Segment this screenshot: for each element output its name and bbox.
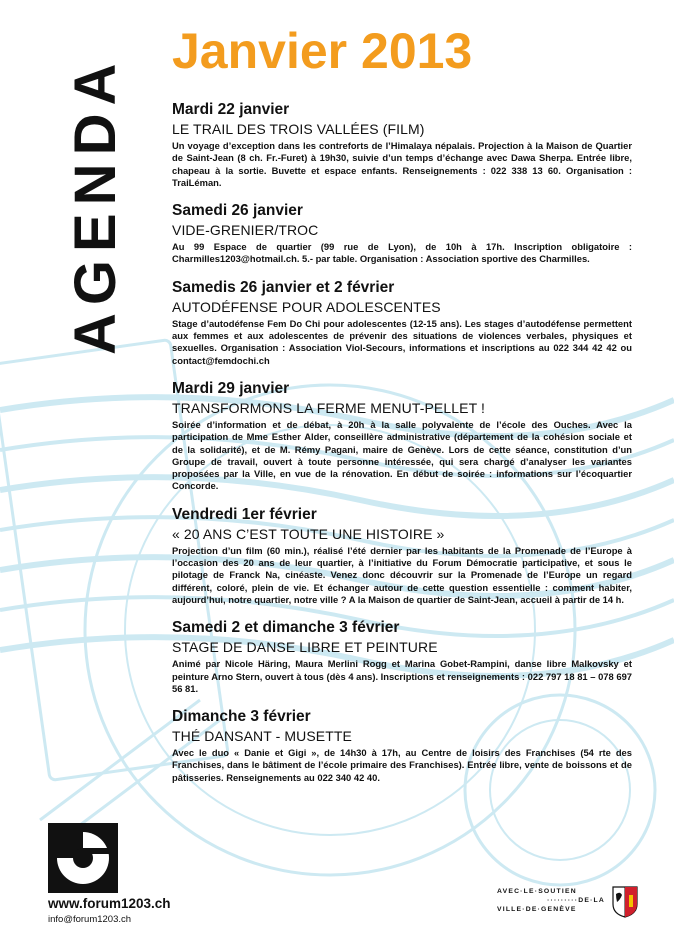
support-line: AVEC·LE·SOUTIEN bbox=[497, 888, 577, 895]
event-item bbox=[172, 101, 632, 189]
support-line: ·········DE·LA bbox=[547, 897, 605, 904]
agenda-side-label: AGENDA bbox=[63, 55, 128, 355]
event-title: TRANSFORMONS LA FERME MENUT-PELLET ! bbox=[172, 399, 485, 416]
event-item bbox=[172, 202, 632, 266]
event-date: Mardi 29 janvier bbox=[172, 379, 290, 397]
forum1203-logo bbox=[48, 823, 118, 893]
event-description: Stage d’autodéfense Fem Do Chi pour adolescentes (12-15 ans). Les stages d’autodéfense permettent aux femmes et aux adolescentes de prévenir des situations de violences verbales, physiques et sexuelles. Organisation : Association Viol-Secours, informations et inscriptions au 022 344 42 42 ou contact@femdochi.ch bbox=[172, 317, 632, 366]
email-link[interactable]: info@forum1203.ch bbox=[48, 914, 132, 925]
event-title: VIDE-GRENIER/TROC bbox=[172, 222, 319, 239]
event-item bbox=[172, 279, 632, 367]
event-description: Au 99 Espace de quartier (99 rue de Lyon), de 10h à 17h. Inscription obligatoire : Charmilles1203@hotmail.ch. 5.- par table. Organisation : Association sportive des Charmilles. bbox=[172, 241, 632, 265]
event-item bbox=[172, 708, 632, 784]
event-date: Dimanche 3 février bbox=[172, 708, 311, 726]
support-line: VILLE·DE·GENÈVE bbox=[497, 906, 577, 913]
event-description: Un voyage d’exception dans les contreforts de l’Himalaya népalais. Projection à la Maison de Quartier de Saint-Jean (8 ch. Fr.-Furet) à 19h30, suivie d’un temps d’échange avec Dawa Sherpa. Entrée libre, chapeau à la sortie. Buvette et espace enfants. Renseignements : 022 338 13 60. Organisation : TraiLéman. bbox=[172, 140, 632, 188]
event-date: Samedi 2 et dimanche 3 février bbox=[172, 619, 400, 637]
website-link[interactable]: www.forum1203.ch bbox=[48, 896, 171, 911]
event-item bbox=[172, 619, 632, 695]
event-item bbox=[172, 380, 632, 493]
event-title: STAGE DE DANSE LIBRE ET PEINTURE bbox=[172, 639, 438, 656]
event-title: THÉ DANSANT - MUSETTE bbox=[172, 728, 352, 745]
page-title: Janvier 2013 bbox=[172, 23, 473, 79]
event-description: Soirée d’information et de débat, à 20h à la salle polyvalente de l’école des Ouches. Avec la participation de Mme Esther Alder, conseillère administrative (département de la cohésion sociale et de la solidarité), et de M. Rémy Pagani, maire de Genève. Lors de cette séance, constitution d’un Groupe de travail, ouvert à toute personne intéressée, qui sera chargé d’analyser les variantes proposées par la Ville, en vue de la rénovation. En début de soirée : informations sur l’écoquartier Concorde. bbox=[172, 418, 632, 492]
event-date: Vendredi 1er février bbox=[172, 505, 317, 523]
event-date: Samedi 26 janvier bbox=[172, 202, 303, 220]
event-item bbox=[172, 506, 632, 606]
event-list bbox=[172, 101, 632, 797]
event-title: AUTODÉFENSE POUR ADOLESCENTES bbox=[172, 298, 441, 315]
event-date: Samedis 26 janvier et 2 février bbox=[172, 278, 395, 296]
geneva-crest-icon bbox=[612, 886, 638, 918]
event-description: Animé par Nicole Häring, Maura Merlini Rogg et Marina Gobet-Rampini, danse libre Malkovsky et peinture Arno Stern, ouvert à tous (dès 4 ans). Inscriptions et renseignements : 022 797 18 81 – 078 697 56 81. bbox=[172, 658, 632, 694]
event-description: Avec le duo « Danie et Gigi », de 14h30 à 17h, au Centre de loisirs des Franchises (54 rte des Franchises, dans le bâtiment de l’école primaire des Franchises). Entrée libre, vente de boissons et de pâtisseries. Renseignements au 022 340 42 40. bbox=[172, 747, 632, 783]
event-date: Mardi 22 janvier bbox=[172, 101, 290, 118]
support-credit bbox=[497, 887, 605, 914]
event-title: « 20 ANS C’EST TOUTE UNE HISTOIRE » bbox=[172, 525, 445, 542]
event-description: Projection d’un film (60 min.), réalisé l’été dernier par les habitants de la Promenade de l’Europe à l’occasion des 20 ans de leur quartier, à l’initiative du Forum Démocratie participative, et sous le pilotage de Franck Na, cinéaste. Venez donc découvrir sur la Promenade de l’Europe un regard différent, coloré, plein de vie. Et échanger autour de cette question essentielle : comment habiter, aujourd’hui, notre quartier, notre ville ? A la Maison de quartier de Saint-Jean, accueil à partir de 14 h. bbox=[172, 544, 632, 605]
event-title: LE TRAIL DES TROIS VALLÉES (FILM) bbox=[172, 121, 425, 137]
